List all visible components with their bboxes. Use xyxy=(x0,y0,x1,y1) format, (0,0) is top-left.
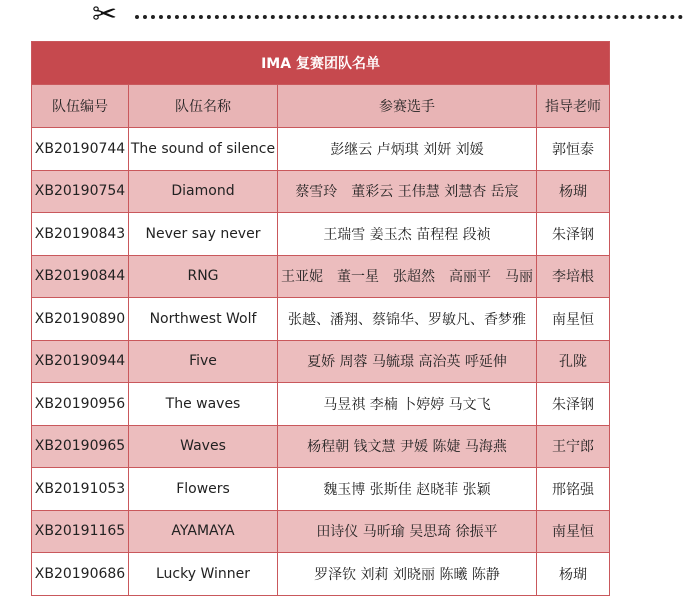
members-cell: 夏娇 周蓉 马毓璟 高治英 呼延伸 xyxy=(278,340,537,383)
table-row xyxy=(32,213,610,256)
table-row xyxy=(32,298,610,341)
team-id-cell: XB20190956 xyxy=(32,383,129,426)
team-name-cell: Waves xyxy=(129,425,278,468)
team-name-cell: Never say never xyxy=(129,213,278,256)
table-row xyxy=(32,340,610,383)
advisor-cell: 李培根 xyxy=(537,255,610,298)
team-id-cell: XB20190744 xyxy=(32,128,129,171)
advisor-cell: 南星恒 xyxy=(537,298,610,341)
members-cell: 彭继云 卢炳琪 刘妍 刘媛 xyxy=(278,128,537,171)
team-name-cell: Flowers xyxy=(129,468,278,511)
advisor-cell: 朱泽钢 xyxy=(537,383,610,426)
advisor-cell: 南星恒 xyxy=(537,510,610,553)
members-cell: 杨程朝 钱文慧 尹媛 陈婕 马海燕 xyxy=(278,425,537,468)
members-cell: 罗泽钦 刘莉 刘晓丽 陈曦 陈静 xyxy=(278,553,537,596)
team-name-cell: Northwest Wolf xyxy=(129,298,278,341)
members-cell: 田诗仪 马昕瑜 吴思琦 徐振平 xyxy=(278,510,537,553)
table-row xyxy=(32,553,610,596)
header-team-id: 队伍编号 xyxy=(32,85,129,128)
team-roster-table xyxy=(31,41,610,596)
cut-line xyxy=(135,15,683,19)
advisor-cell: 邢铭强 xyxy=(537,468,610,511)
members-cell: 蔡雪玲 董彩云 王伟慧 刘慧杏 岳宸 xyxy=(278,170,537,213)
table-row xyxy=(32,425,610,468)
table-row xyxy=(32,128,610,171)
members-cell: 张越、潘翔、蔡锦华、罗敏凡、香梦雅 xyxy=(278,298,537,341)
table-title: IMA 复赛团队名单 xyxy=(32,42,610,85)
team-id-cell: XB20190686 xyxy=(32,553,129,596)
team-id-cell: XB20190754 xyxy=(32,170,129,213)
advisor-cell: 杨瑚 xyxy=(537,553,610,596)
advisor-cell: 郭恒泰 xyxy=(537,128,610,171)
team-name-cell: The waves xyxy=(129,383,278,426)
members-cell: 王亚妮 董一星 张超然 高丽平 马丽 xyxy=(278,255,537,298)
header-advisor: 指导老师 xyxy=(537,85,610,128)
header-members: 参赛选手 xyxy=(278,85,537,128)
team-name-cell: The sound of silence xyxy=(129,128,278,171)
header-team-name: 队伍名称 xyxy=(129,85,278,128)
table-header-row xyxy=(32,85,610,128)
team-name-cell: AYAMAYA xyxy=(129,510,278,553)
team-name-cell: Five xyxy=(129,340,278,383)
members-cell: 王瑞雪 姜玉杰 苗程程 段祯 xyxy=(278,213,537,256)
advisor-cell: 孔陇 xyxy=(537,340,610,383)
advisor-cell: 王宁郎 xyxy=(537,425,610,468)
advisor-cell: 朱泽钢 xyxy=(537,213,610,256)
team-id-cell: XB20191165 xyxy=(32,510,129,553)
scissors-icon: ✂ xyxy=(92,0,118,32)
team-name-cell: Diamond xyxy=(129,170,278,213)
team-id-cell: XB20190843 xyxy=(32,213,129,256)
members-cell: 魏玉博 张斯佳 赵晓菲 张颖 xyxy=(278,468,537,511)
table-title-row xyxy=(32,42,610,85)
team-id-cell: XB20190944 xyxy=(32,340,129,383)
table-row xyxy=(32,510,610,553)
table-row xyxy=(32,170,610,213)
members-cell: 马昱祺 李楠 卜婷婷 马文飞 xyxy=(278,383,537,426)
table-row xyxy=(32,255,610,298)
team-id-cell: XB20191053 xyxy=(32,468,129,511)
team-name-cell: Lucky Winner xyxy=(129,553,278,596)
advisor-cell: 杨瑚 xyxy=(537,170,610,213)
team-id-cell: XB20190890 xyxy=(32,298,129,341)
team-id-cell: XB20190844 xyxy=(32,255,129,298)
team-name-cell: RNG xyxy=(129,255,278,298)
team-id-cell: XB20190965 xyxy=(32,425,129,468)
table-row xyxy=(32,383,610,426)
table-row xyxy=(32,468,610,511)
